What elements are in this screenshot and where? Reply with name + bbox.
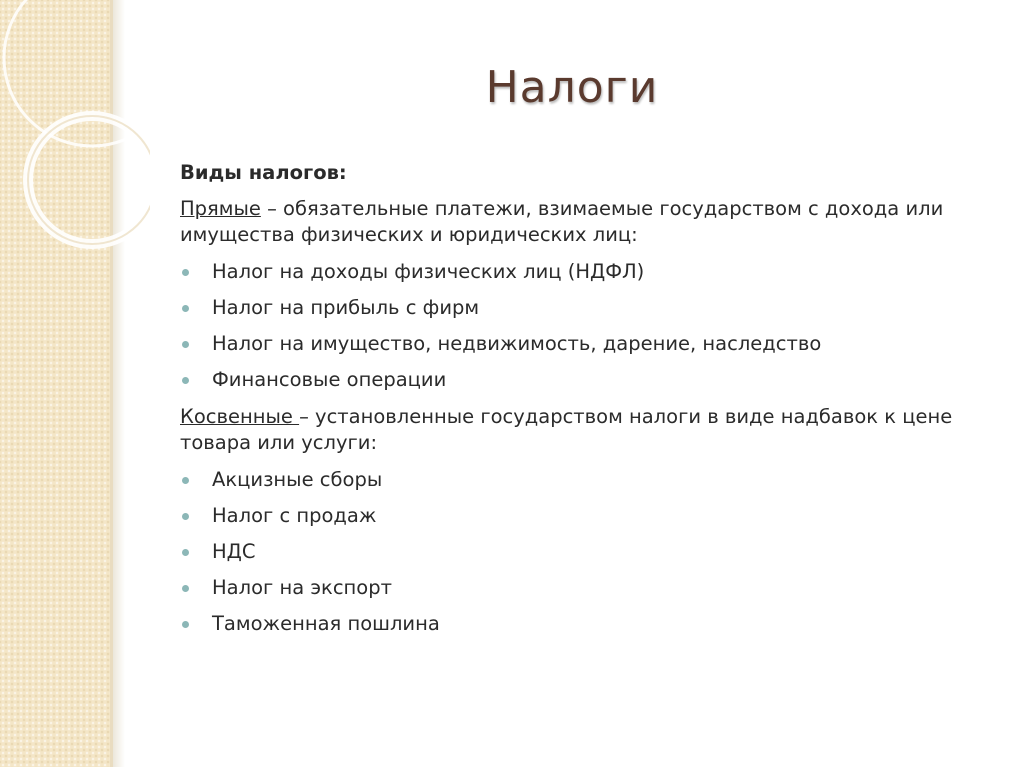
list-item-text: Налог на имущество, недвижимость, дарение, наследство	[212, 332, 822, 355]
indirect-taxes-definition	[180, 404, 970, 456]
bullet-dot-icon	[182, 377, 189, 384]
bullet-dot-icon	[182, 341, 189, 348]
bullet-dot-icon	[182, 269, 189, 276]
list-item	[180, 575, 970, 601]
list-item-text: НДС	[212, 540, 256, 563]
slide-content	[180, 160, 970, 648]
list-item	[180, 503, 970, 529]
bullet-dot-icon	[182, 305, 189, 312]
list-item-text: Финансовые операции	[212, 368, 447, 391]
list-item-text: Налог на доходы физических лиц (НДФЛ)	[212, 260, 645, 283]
list-item	[180, 467, 970, 493]
list-item	[180, 331, 970, 357]
slide-title: Налоги	[485, 62, 659, 113]
list-item-text: Налог с продаж	[212, 504, 377, 527]
list-item	[180, 259, 970, 285]
list-item	[180, 611, 970, 637]
decorative-circles	[0, 0, 150, 300]
direct-taxes-term: Прямые	[180, 197, 261, 220]
list-item-text: Налог на экспорт	[212, 576, 392, 599]
types-heading: Виды налогов:	[180, 161, 347, 184]
indirect-taxes-list	[180, 467, 970, 637]
direct-taxes-definition	[180, 196, 970, 248]
bullet-dot-icon	[182, 513, 189, 520]
list-item	[180, 367, 970, 393]
bullet-dot-icon	[182, 549, 189, 556]
indirect-taxes-text: – установленные государством налоги в виде надбавок к цене товара или услуги:	[180, 405, 953, 454]
bullet-dot-icon	[182, 621, 189, 628]
list-item-text: Налог на прибыль с фирм	[212, 296, 480, 319]
bullet-dot-icon	[182, 585, 189, 592]
indirect-taxes-term: Косвенные	[180, 405, 300, 428]
list-item	[180, 295, 970, 321]
direct-taxes-text: – обязательные платежи, взимаемые государством с дохода или имущества физических и юридических лиц:	[180, 197, 944, 246]
direct-taxes-list	[180, 259, 970, 393]
bullet-dot-icon	[182, 477, 189, 484]
list-item	[180, 539, 970, 565]
list-item-text: Таможенная пошлина	[212, 612, 440, 635]
list-item-text: Акцизные сборы	[212, 468, 383, 491]
